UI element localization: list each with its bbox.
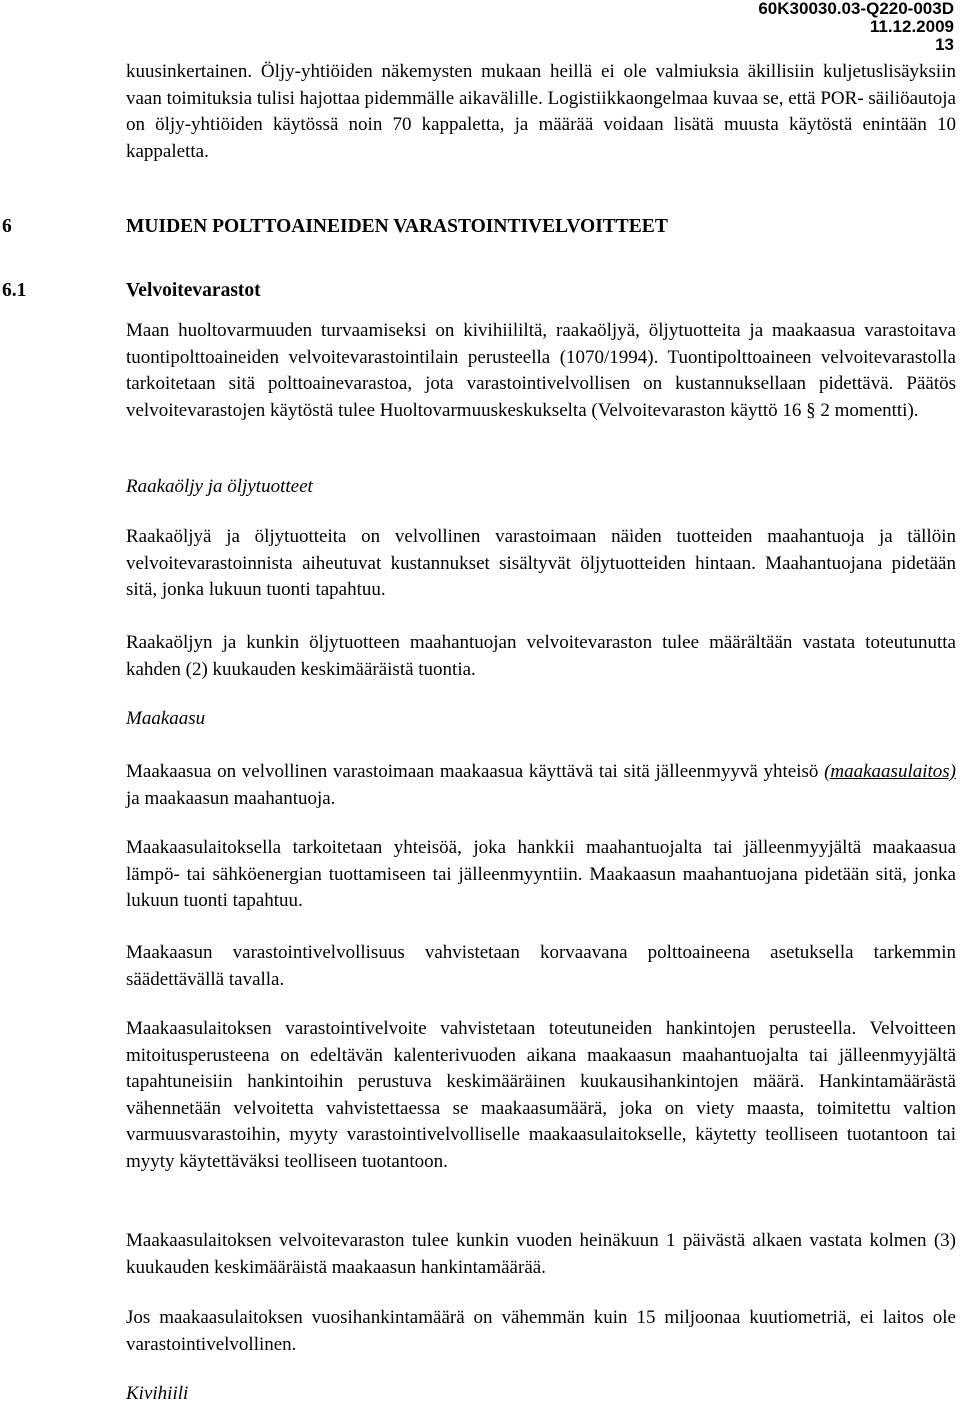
paragraph-maakaasu-5: Maakaasulaitoksen velvoitevaraston tulee kunkin vuoden heinäkuun 1 päivästä alkaen vastata kolmen (3) kuukauden keskimääräistä maakaasun hankintamäärää. (126, 1230, 956, 1278)
paragraph-raakaoljy-1: Raakaöljyä ja öljytuotteita on velvollinen varastoimaan näiden tuotteiden maahantuoja ja tällöin velvoitevarastoinnista aiheutuvat kustannukset sisältyvät öljytuotteiden hintaan. Maahantuojana pidetään sitä, jonka lukuun tuonti tapahtuu. (126, 526, 956, 600)
emphasis-maakaasulaitos: (maakaasulaitos) (824, 761, 956, 782)
text-segment: ja maakaasun maahantuoja. (126, 787, 336, 809)
paragraph-maakaasu-2: Maakaasulaitoksella tarkoitetaan yhteisöä, joka hankkii maahantuojalta tai jälleenmyyjältä maakaasua lämpö- tai sähköenergian tuottamiseen tai jälleenmyyntiin. Maakaasun maahantuojana pidetään sitä, jonka lukuun tuonti tapahtuu. (126, 837, 956, 911)
paragraph-maakaasu-3: Maakaasun varastointivelvollisuus vahvistetaan korvaavana polttoaineena asetuksella tarkemmin säädettävällä tavalla. (126, 942, 956, 990)
paragraph-velvoitevarastot: Maan huoltovarmuuden turvaamiseksi on kivihiililtä, raakaöljyä, öljytuotteita ja maakaasua varastoitava tuontipolttoaineiden velvoitevarastointilain perusteella (1070/1994). Tuontipolttoaineen velvoitevarastolla tarkoitetaan sitä polttoainevarastoa, jota varastointivelvollisen on kustannuksellaan pidettävä. Päätös velvoitevarastojen käytöstä tulee Huoltovarmuuskeskukselta (Velvoitevaraston käyttö 16 § 2 momentti). (126, 320, 956, 421)
paragraph-maakaasu-1 (126, 759, 956, 812)
paragraph-maakaasu-6: Jos maakaasulaitoksen vuosihankintamäärä on vähemmän kuin 15 miljoonaa kuutiometriä, ei laitos ole varastointivelvollinen. (126, 1307, 956, 1355)
page-header (758, 0, 954, 54)
paragraph-raakaoljy-2: Raakaöljyn ja kunkin öljytuotteen maahantuojan velvoitevaraston tulee määrältään vastata toteutunutta kahden (2) kuukauden keskimääräistä tuontia. (126, 632, 956, 680)
paragraph-maakaasu-4: Maakaasulaitoksen varastointivelvoite vahvistetaan toteutuneiden hankintojen perusteella. Velvoitteen mitoitusperusteena on edeltävän kalenterivuoden aikana maakaasun maahantuojalta tai jälleenmyyjältä tapahtuneisiin hankintoihin perustuva keskimääräinen kuukausihankintojen määrä. Hankintamäärästä vähennetään velvoitetta vahvistettaessa se maakaasumäärä, joka on viety maasta, toimitettu valtion varmuusvarastoihin, myyty varastointivelvolliselle maakaasulaitokselle, käytetty teolliseen tuotantoon tai myyty käytettäväksi teolliseen tuotantoon. (126, 1018, 956, 1172)
section-title: MUIDEN POLTTOAINEIDEN VARASTOINTIVELVOITTEET (126, 216, 668, 237)
section-number: 6.1 (2, 280, 27, 301)
subheading-kivihiili: Kivihiili (126, 1383, 189, 1404)
section-number: 6 (2, 216, 12, 237)
subheading-raakaoljy: Raakaöljy ja öljytuotteet (126, 476, 313, 497)
section-heading-6 (2, 215, 668, 239)
subheading-maakaasu: Maakaasu (126, 708, 206, 729)
paragraph-intro: kuusinkertainen. Öljy-yhtiöiden näkemysten mukaan heillä ei ole valmiuksia äkillisiin kuljetuslisäyksiin vaan toimituksia tulisi hajottaa pidemmälle aikavälille. Logistiikkaongelmaa kuvaa se, että POR- säiliöautoja on öljy-yhtiöiden käytössä noin 70 kappaletta, ja määrää voidaan lisätä muusta käytöstä enintään 10 kappaletta. (126, 61, 956, 162)
text-segment: Maakaasua on velvollinen varastoimaan maakaasua käyttävä tai sitä jälleenmyyvä yhteisö (126, 761, 825, 782)
section-heading-6-1 (2, 279, 261, 303)
document-id: 60K30030.03-Q220-003D (758, 0, 954, 18)
section-title: Velvoitevarastot (126, 280, 261, 301)
document-date: 11.12.2009 (869, 17, 954, 36)
page-number: 13 (935, 35, 954, 54)
